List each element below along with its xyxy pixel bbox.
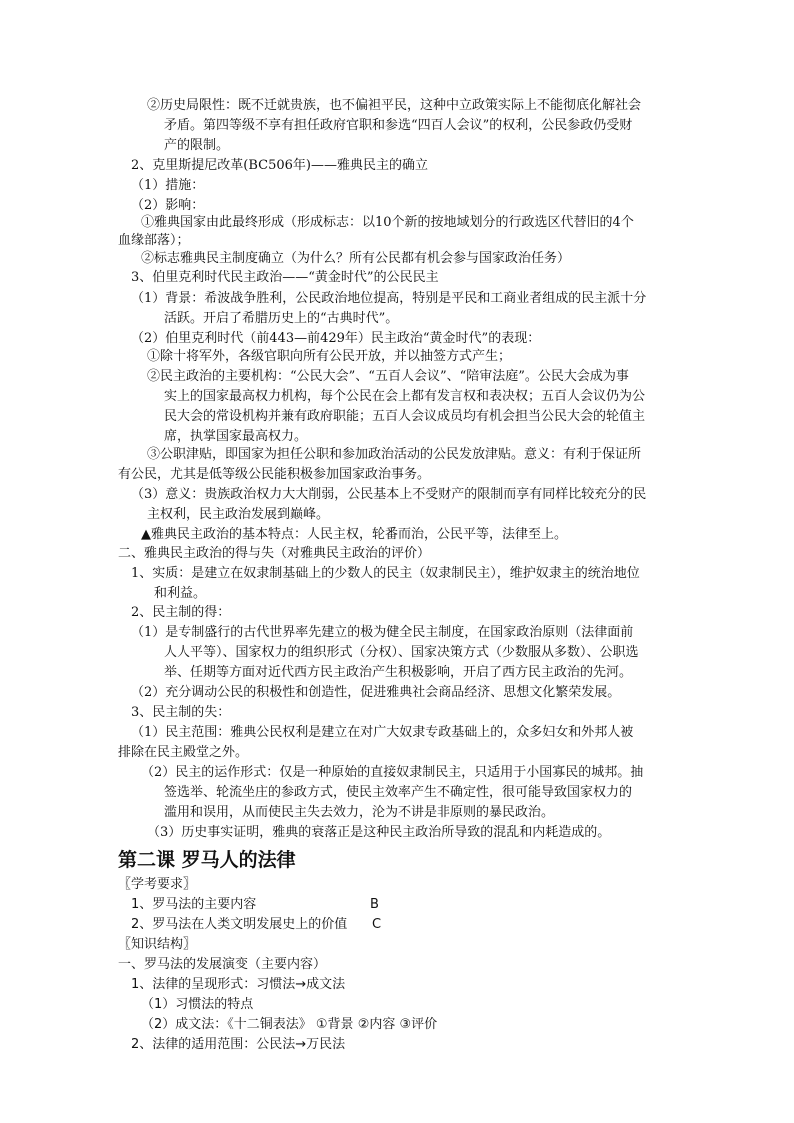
requirement-level: C [372, 917, 382, 932]
text-line: ①除十将军外，各级官职向所有公民开放，并以抽签方式产生； [147, 349, 512, 364]
requirement-item: 1、罗马法的主要内容 [131, 897, 257, 912]
key-point: ▲雅典民主政治的基本特点：人民主权，轮番而治，公民平等，法律至上。 [141, 527, 567, 542]
section-heading: 2、克里斯提尼改革(BC506年)——雅典民主的确立 [131, 158, 428, 173]
text-line: 滥用和误用，从而使民主失去效力，沦为不讲是非原则的暴民政治。 [164, 805, 555, 820]
text-line: （1）背景：希波战争胜利，公民政治地位提高，特别是平民和工商业者组成的民主派十分 [131, 291, 647, 306]
text-line: 3、民主制的失： [131, 705, 231, 720]
structure-heading: 〖知识结构〗 [118, 937, 197, 952]
requirements-heading: 〖学考要求〗 [118, 877, 197, 892]
section-heading: 一、罗马法的发展演变（主要内容） [118, 957, 327, 972]
text-line: （1）习惯法的特点 [141, 997, 254, 1012]
text-line: （2）成文法：《十二铜表法》 ①背景 ②内容 ③评价 [141, 1017, 438, 1032]
text-line: ②民主政治的主要机构：“公民大会”、“五百人会议”、“陪审法庭”。公民大会成为事 [147, 369, 629, 384]
text-line: 血缘部落）； [118, 233, 190, 248]
text-line: （2）伯里克利时代（前443—前429年）民主政治“黄金时代”的表现： [131, 331, 541, 346]
text-line: 矛盾。第四等级不享有担任政府官职和参选“四百人会议”的权利，公民参政仍受财 [164, 118, 633, 133]
text-line: 和利益。 [154, 586, 207, 601]
text-line: （1）民主范围：雅典公民权利是建立在对广大奴隶专政基础上的，众多妇女和外邦人被 [131, 725, 634, 740]
text-line: ③公职津贴，即国家为担任公职和参加政治活动的公民发放津贴。意义：有利于保证所 [147, 447, 642, 462]
requirement-item: 2、罗马法在人类文明发展史上的价值 [131, 917, 348, 932]
text-line: 主权利，民主政治发展到巅峰。 [147, 507, 330, 522]
text-line: 席，执掌国家最高权力。 [164, 429, 308, 444]
text-line: 有公民，尤其是低等级公民能积极参加国家政治事务。 [118, 467, 431, 482]
text-line: ②历史局限性：既不迁就贵族，也不偏袒平民，这种中立政策实际上不能彻底化解社会 [147, 98, 642, 113]
text-line: （2）影响： [131, 198, 205, 213]
text-line: 1、实质：是建立在奴隶制基础上的少数人的民主（奴隶制民主），维护奴隶主的统治地位 [131, 566, 640, 581]
text-line: 活跃。开启了希腊历史上的“古典时代”。 [164, 311, 399, 326]
text-line: （1）措施： [131, 178, 205, 193]
section-heading: 3、伯里克利时代民主政治——“黄金时代”的公民民主 [131, 270, 439, 285]
section-heading: 二、雅典民主政治的得与失（对雅典民主政治的评价） [118, 546, 431, 561]
text-line: ①雅典国家由此最终形成（形成标志：以10个新的按地域划分的行政选区代替旧的4个 [141, 215, 634, 230]
text-line: ②标志雅典民主制度确立（为什么？所有公民都有机会参与国家政治任务） [141, 251, 571, 266]
text-line: （3）意义：贵族政治权力大大削弱，公民基本上不受财产的限制而享有同样比较充分的民 [131, 487, 647, 502]
text-line: 签选举、轮流坐庄的参政方式，使民主效率产生不确定性，很可能导致国家权力的 [164, 785, 633, 800]
text-line: （1）是专制盛行的古代世界率先建立的极为健全民主制度，在国家政治原则（法律面前 [131, 625, 634, 640]
text-line: 2、法律的适用范围：公民法→万民法 [131, 1037, 346, 1052]
text-line: 人人平等）、国家权力的组织形式（分权）、国家决策方式（少数服从多数）、公职选 [164, 645, 639, 660]
lesson-title: 第二课 罗马人的法律 [118, 849, 296, 871]
text-line: 1、法律的呈现形式：习惯法→成文法 [131, 977, 346, 992]
text-line: 实上的国家最高权力机构，每个公民在会上都有发言权和表决权；五百人会议仍为公 [164, 389, 646, 404]
text-line: （2）充分调动公民的积极性和创造性，促进雅典社会商品经济、思想文化繁荣发展。 [131, 685, 621, 700]
text-line: 2、民主制的得： [131, 605, 231, 620]
requirement-level: B [370, 897, 379, 912]
text-line: （3）历史事实证明，雅典的衰落正是这种民主政治所导致的混乱和内耗造成的。 [147, 825, 611, 840]
text-line: （2）民主的运作形式：仅是一种原始的直接奴隶制民主，只适用于小国寡民的城邦。抽 [141, 765, 644, 780]
text-line: 民大会的常设机构并兼有政府职能；五百人会议成员均有机会担当公民大会的轮值主 [164, 409, 646, 424]
text-line: 举、任期等方面对近代西方民主政治产生积极影响，开启了西方民主政治的先河。 [164, 665, 633, 680]
text-line: 排除在民主殿堂之外。 [118, 745, 249, 760]
text-line: 产的限制。 [164, 138, 230, 153]
